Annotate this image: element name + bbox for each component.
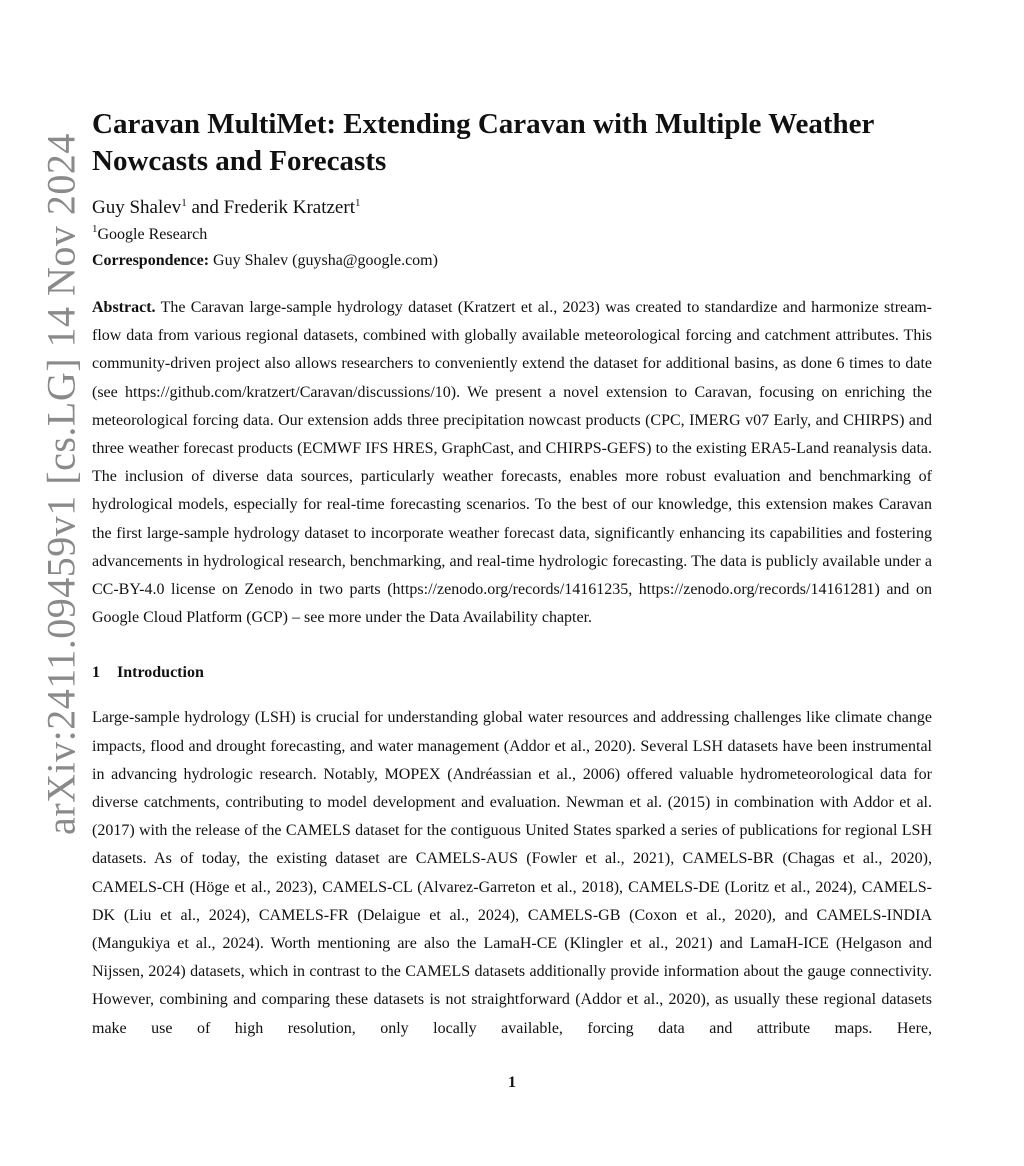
arxiv-identifier-stamp: arXiv:2411.09459v1 [cs.LG] 14 Nov 2024	[38, 133, 84, 835]
introduction-paragraph: Large-sample hydrology (LSH) is crucial for understanding global water resources and addressing challenges like climate change impacts, flood and drought forecasting, and water management (Addor et al., 2020). Several LSH datasets have been instrumental in advancing hydrologic research. Notably, MOPEX (Andréassian et al., 2006) offered valuable hydrometeorological data for diverse catchments, contributing to model development and evaluation. Newman et al. (2015) in combination with Addor et al. (2017) with the release of the CAMELS dataset for the contiguous United States sparked a series of publications for regional LSH datasets. As of today, the existing dataset are CAMELS-AUS (Fowler et al., 2021), CAMELS-BR (Chagas et al., 2020), CAMELS-CH (Höge et al., 2023), CAMELS-CL (Alvarez-Garreton et al., 2018), CAMELS-DE (Loritz et al., 2024), CAMELS-DK (Liu et al., 2024), CAMELS-FR (Delaigue et al., 2024), CAMELS-GB (Coxon et al., 2020), and CAMELS-INDIA (Mangukiya et al., 2024). Worth mentioning are also the LamaH-CE (Klingler et al., 2021) and LamaH-ICE (Helgason and Nijssen, 2024) datasets, which in contrast to the CAMELS datasets additionally provide information about the gauge connectivity. However, combining and comparing these datasets is not straightforward (Addor et al., 2020), as usually these regional datasets make use of high resolution, only locally available, forcing data and attribute maps. Here,	[92, 709, 932, 1037]
affiliation-marker: 1	[354, 197, 361, 209]
paper-title: Caravan MultiMet: Extending Caravan with Multiple Weather Nowcasts and Forecasts	[92, 108, 874, 177]
author-name: Guy Shalev	[92, 197, 182, 218]
author-name: Frederik Kratzert	[223, 197, 355, 218]
section-title: Introduction	[117, 664, 204, 682]
page-content	[92, 106, 932, 1043]
abstract-label: Abstract.	[92, 299, 156, 316]
affiliation-marker: 1	[181, 197, 187, 209]
page-number: 1	[508, 1074, 516, 1091]
correspondence-label: Correspondence:	[92, 252, 210, 269]
affiliation-line	[92, 224, 932, 246]
author-line	[92, 196, 932, 220]
abstract	[92, 294, 932, 632]
abstract-text: The Caravan large-sample hydrology dataset (Kratzert et al., 2023) was created to standardize and harmonize streamflow data from various regional datasets, combined with globally available meteorological forcing and catchment attributes. This community-driven project also allows researchers to conveniently extend the dataset for additional basins, as done 6 times to date (see https://github.com/kratzert/Caravan/discussions/10). We present a novel extension to Caravan, focusing on enriching the meteorological forcing data. Our extension adds three precipitation nowcast products (CPC, IMERG v07 Early, and CHIRPS) and three weather forecast products (ECMWF IFS HRES, GraphCast, and CHIRPS-GEFS) to the existing ERA5-Land reanalysis data. The inclusion of diverse data sources, particularly weather forecasts, enables more robust evaluation and benchmarking of hydrological models, especially for real-time forecasting scenarios. To the best of our knowledge, this extension makes Caravan the first large-sample hydrology dataset to incorporate weather forecast data, significantly enhancing its capabilities and fostering advancements in hydrological research, benchmarking, and real-time hydrologic forecasting. The data is publicly available under a CC-BY-4.0 license on Zenodo in two parts (https://zenodo.org/records/14161235, https://zenodo.org/records/14161281) and on Google Cloud Platform (GCP) – see more under the Data Availability chapter.	[92, 299, 932, 627]
affiliation-name: Google Research	[97, 226, 208, 243]
section-heading-introduction	[92, 662, 932, 684]
affiliation-marker: 1	[92, 223, 98, 235]
correspondence-line	[92, 250, 932, 272]
author-connector: and	[186, 197, 224, 218]
correspondence-contact: Guy Shalev (guysha@google.com)	[209, 252, 438, 269]
section-number: 1	[92, 664, 100, 682]
